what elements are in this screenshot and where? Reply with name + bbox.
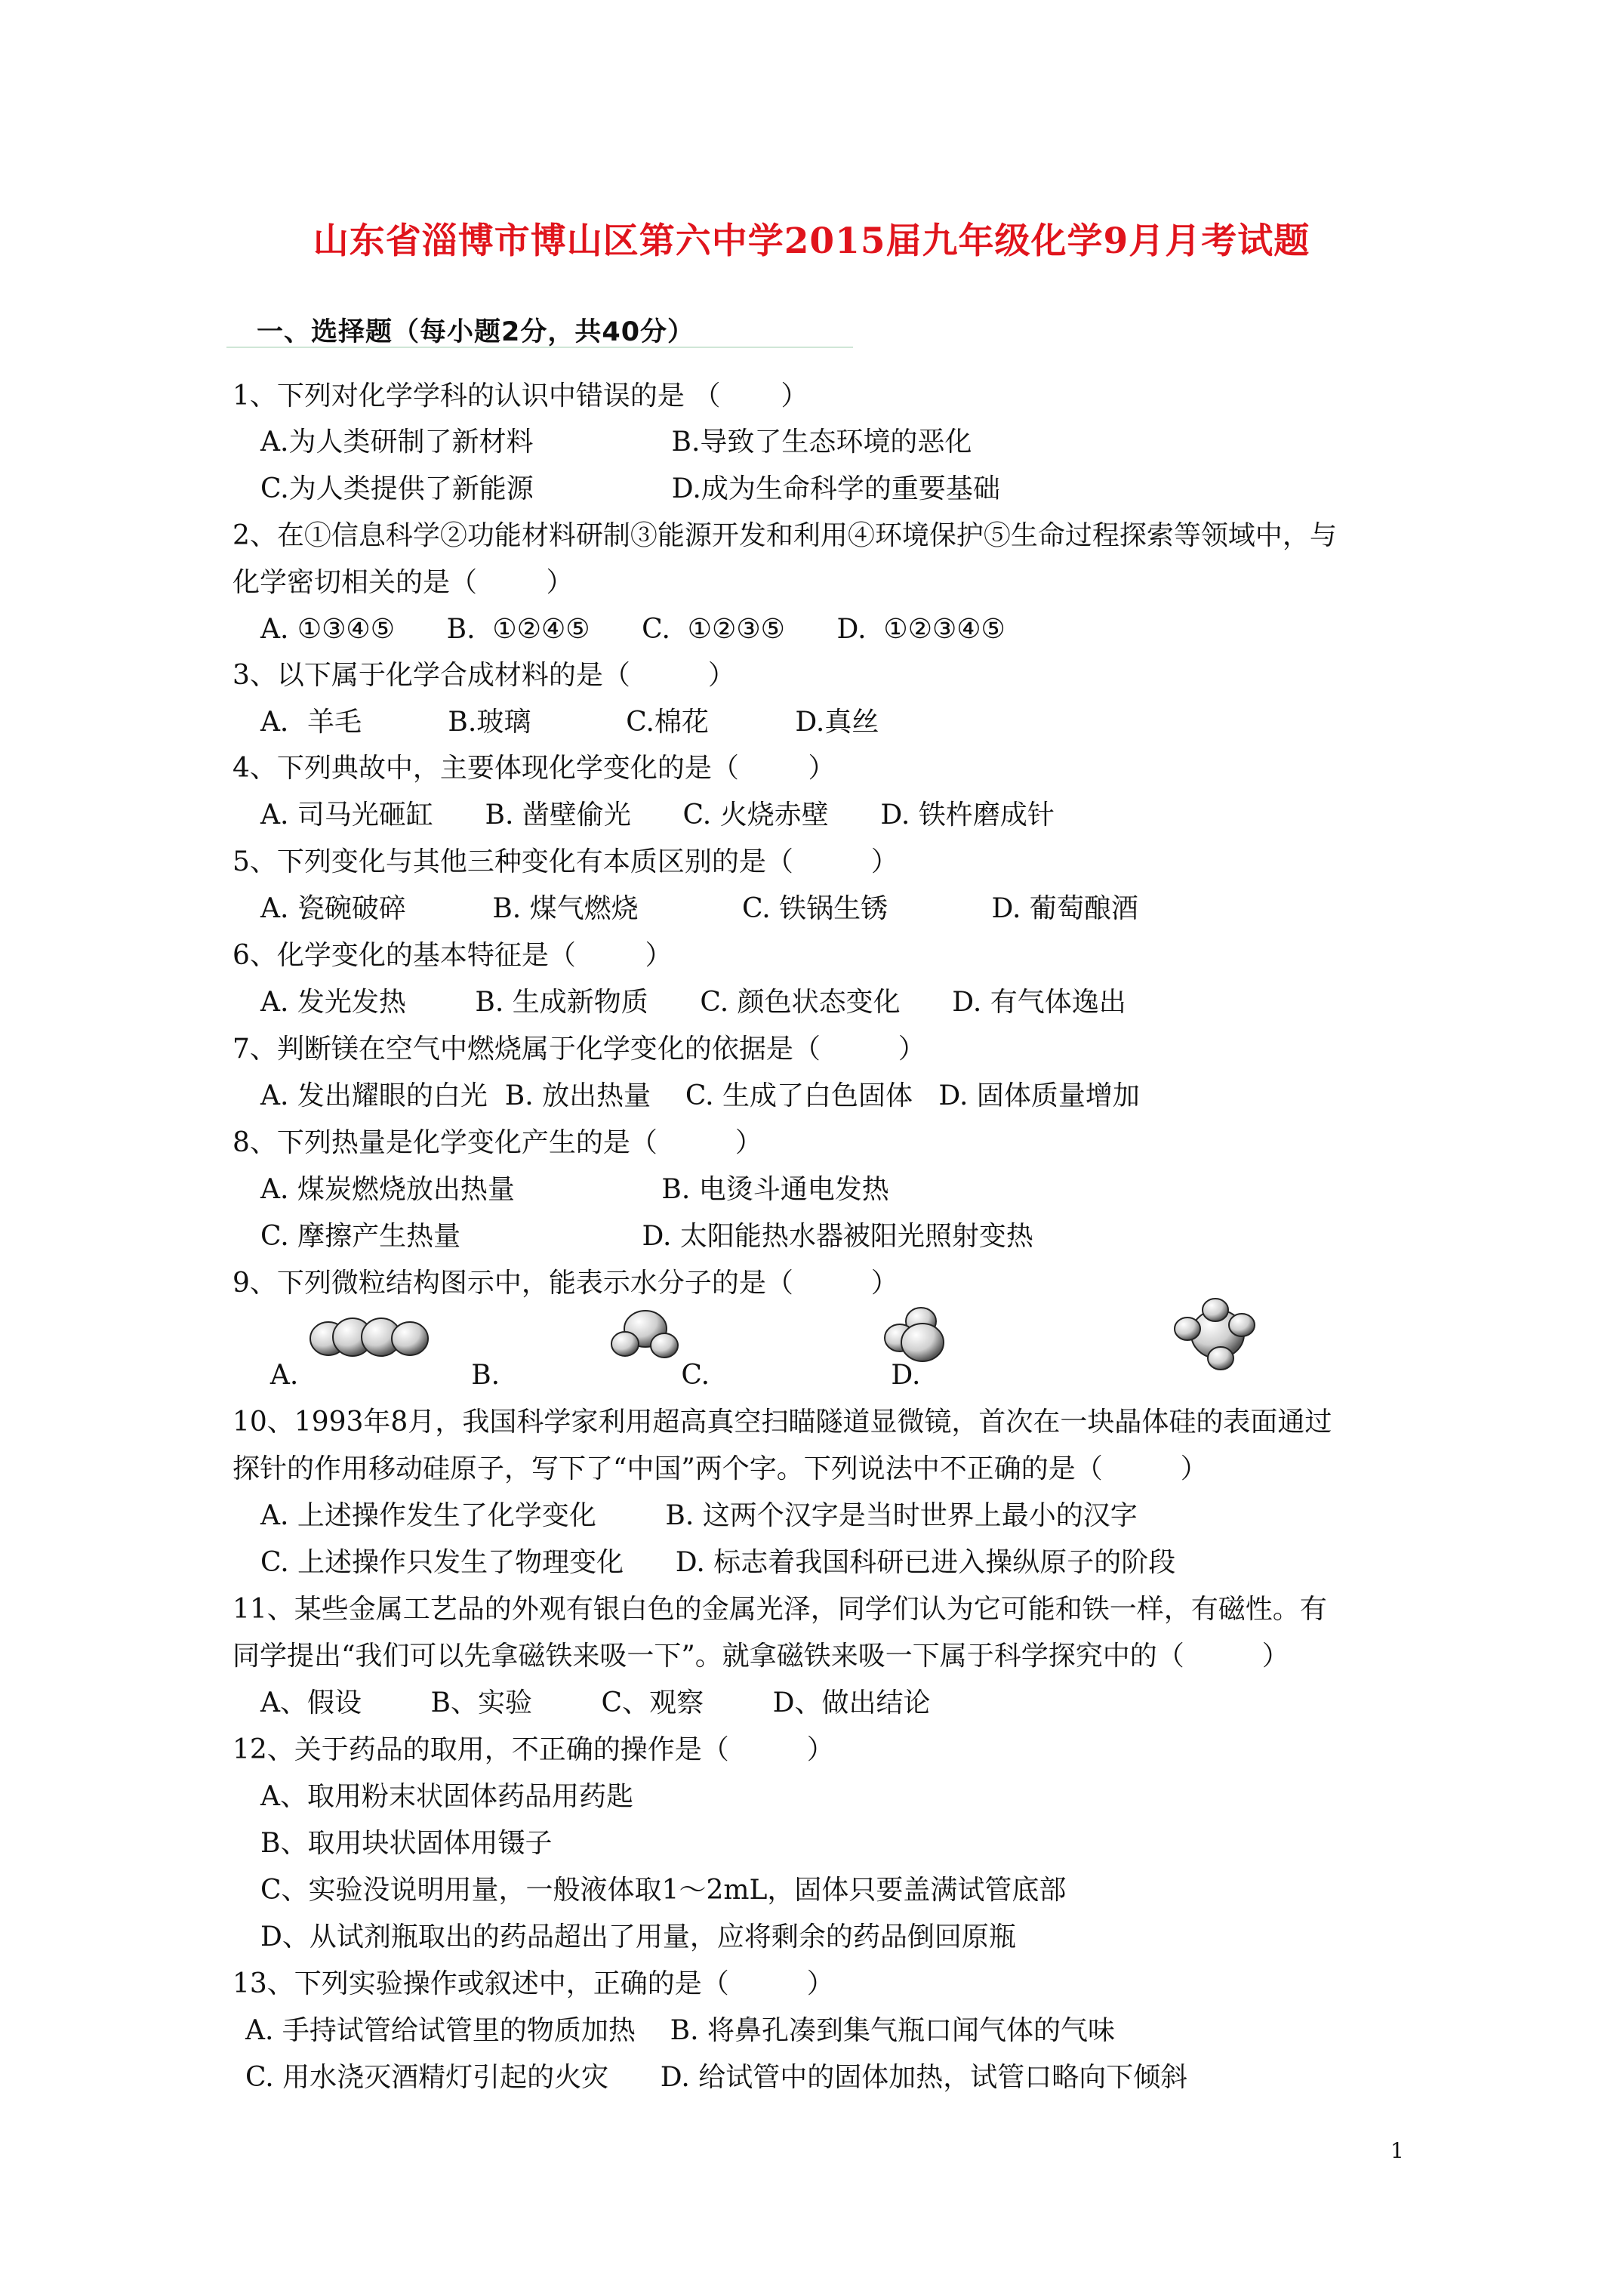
option-line: A. 上述操作发生了化学变化 B. 这两个汉字是当时世界上最小的汉字 xyxy=(260,1500,1138,1531)
question-stem: 3、以下属于化学合成材料的是（ ） xyxy=(233,660,735,691)
option-line: A. 发光发热 B. 生成新物质 C. 颜色状态变化 D. 有气体逸出 xyxy=(260,987,1126,1018)
question-stem: 10、1993年8月，我国科学家利用超高真空扫瞄隧道显微镜，首次在一块晶体硅的表面通过 xyxy=(233,1407,1332,1438)
option-line: B、取用块状固体用镊子 xyxy=(260,1828,553,1859)
page-number: 1 xyxy=(1390,2138,1404,2163)
question-stem: 6、化学变化的基本特征是（ ） xyxy=(233,940,673,971)
molecule-c-image xyxy=(876,1299,966,1367)
option-line: C. 摩擦产生热量 D. 太阳能热水器被阳光照射变热 xyxy=(260,1221,1033,1252)
option-line: A. 手持试管给试管里的物质加热 B. 将鼻孔凑到集气瓶口闻气体的气味 xyxy=(245,2015,1116,2046)
question-stem: 2、在①信息科学②功能材料研制③能源开发和利用④环境保护⑤生命过程探索等领域中，与 xyxy=(233,520,1337,551)
option-line: A. 发出耀眼的白光 B. 放出热量 C. 生成了白色固体 D. 固体质量增加 xyxy=(260,1080,1140,1111)
question-stem: 9、下列微粒结构图示中，能表示水分子的是（ ） xyxy=(233,1268,898,1299)
option-line: A．羊毛 B.玻璃 C.棉花 D.真丝 xyxy=(260,707,879,738)
section-heading: 一、选择题（每小题2分，共40分） xyxy=(257,317,695,347)
option-line: A. 司马光砸缸 B. 凿壁偷光 C. 火烧赤壁 D. 铁杵磨成针 xyxy=(260,800,1055,831)
option-line: A. 煤炭燃烧放出热量 B. 电烫斗通电发热 xyxy=(260,1174,889,1205)
section-divider xyxy=(226,347,853,348)
molecule-a-image xyxy=(306,1310,434,1363)
question-stem: 化学密切相关的是（ ） xyxy=(233,567,574,598)
molecule-b-image xyxy=(604,1306,687,1363)
question-stem: 8、下列热量是化学变化产生的是（ ） xyxy=(233,1127,762,1158)
option-line: C、实验没说明用量，一般液体取1～2mL，固体只要盖满试管底部 xyxy=(260,1875,1067,1906)
option-line: C.为人类提供了新能源 D.成为生命科学的重要基础 xyxy=(260,473,1000,504)
question-stem: 11、某些金属工艺品的外观有银白色的金属光泽，同学们认为它可能和铁一样，有磁性。有 xyxy=(233,1594,1327,1625)
question-stem: 探针的作用移动硅原子，写下了“中国”两个字。下列说法中不正确的是（ ） xyxy=(233,1453,1208,1484)
question-stem: 1、下列对化学学科的认识中错误的是 （ ） xyxy=(233,381,808,411)
question-stem: 7、判断镁在空气中燃烧属于化学变化的依据是（ ） xyxy=(233,1034,925,1065)
option-line: A. 瓷碗破碎 B. 煤气燃烧 C. 铁锅生锈 D. 葡萄酿酒 xyxy=(260,893,1138,924)
option-line: A、取用粉末状固体药品用药匙 xyxy=(260,1781,633,1812)
page-title: 山东省淄博市博山区第六中学2015届九年级化学9月月考试题 xyxy=(313,220,1310,262)
question-stem: 同学提出“我们可以先拿磁铁来吸一下”。就拿磁铁来吸一下属于科学探究中的（ ） xyxy=(233,1641,1289,1672)
question-stem: 12、关于药品的取用，不正确的操作是（ ） xyxy=(233,1734,834,1765)
option-line: D、从试剂瓶取出的药品超出了用量，应将剩余的药品倒回原瓶 xyxy=(260,1922,1016,1952)
option-line: C. 用水浇灭酒精灯引起的火灾 D. 给试管中的固体加热，试管口略向下倾斜 xyxy=(245,2062,1188,2093)
molecule-d-image xyxy=(1166,1295,1264,1374)
option-line: C. 上述操作只发生了物理变化 D. 标志着我国科研已进入操纵原子的阶段 xyxy=(260,1547,1176,1578)
option-line: A. ①③④⑤ B. ①②④⑤ C. ①②③⑤ D. ①②③④⑤ xyxy=(260,614,1006,645)
question-stem: 13、下列实验操作或叙述中，正确的是（ ） xyxy=(233,1968,834,1999)
question-stem: 4、下列典故中，主要体现化学变化的是（ ） xyxy=(233,753,836,784)
question-stem: 5、下列变化与其他三种变化有本质区别的是（ ） xyxy=(233,846,898,877)
option-line: A.为人类研制了新材料 B.导致了生态环境的恶化 xyxy=(260,427,972,458)
option-line: A、假设 B、实验 C、观察 D、做出结论 xyxy=(260,1687,931,1718)
option-line: A. B. C. D. xyxy=(253,1360,921,1391)
